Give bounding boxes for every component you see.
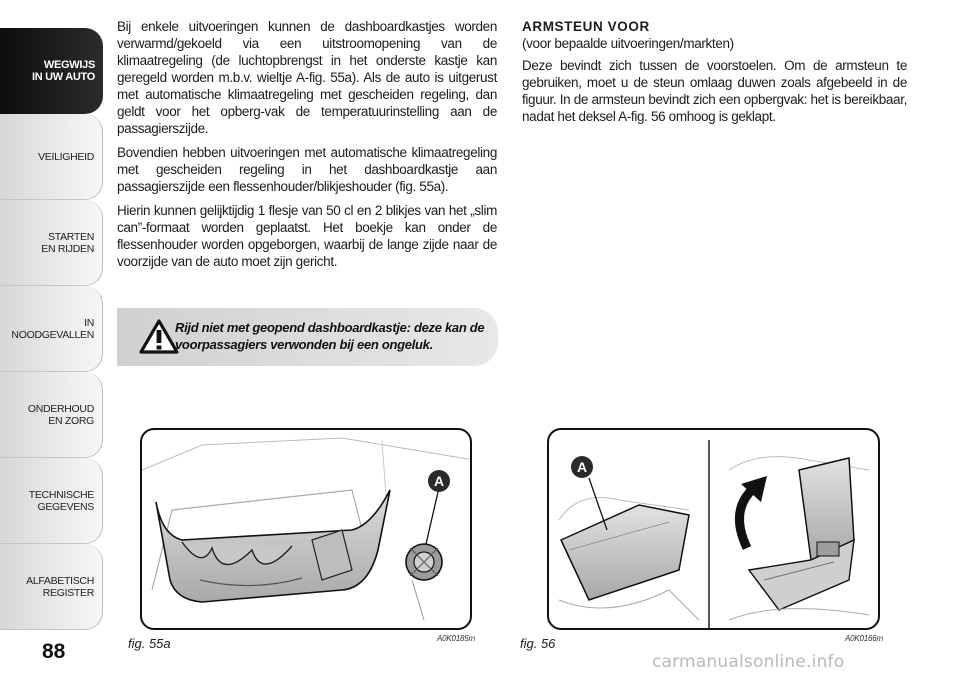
warning-triangle-icon — [139, 319, 179, 355]
warning-text: Rijd niet met geopend dashboardkastje: deze kan de voorpassagiers verwonden bij een ongeluk. — [175, 320, 485, 352]
figure-code: A0K0166m — [845, 634, 883, 643]
paragraph: Bovendien hebben uitvoeringen met automatische klimaatregeling met gescheiden regeling in het dashboardkastje aan passagierszijde een flessenhouder/blikjeshouder (fig. 55a). — [117, 145, 497, 194]
figure-code: A0K0185m — [437, 634, 475, 643]
warning-box — [117, 308, 498, 366]
paragraph: Bij enkele uitvoeringen kunnen de dashboardkastjes worden verwarmd/gekoeld via een uitstroomopening van de klimaatregeling (de luchtopbrengst in het onderste kastje kan geregeld worden m.b.v. wieltje A-fig. 55a). Als de auto is uitgerust met automatische klimaatregeling met gescheiden regeling, dan geldt voor het opberg-vak de temperatuurinstelling aan de passagierszijde. — [117, 19, 497, 136]
tab-noodgevallen[interactable]: IN NOODGEVALLEN — [0, 286, 103, 372]
tab-alfabetisch[interactable]: ALFABETISCH REGISTER — [0, 544, 103, 630]
paragraph: Deze bevindt zich tussen de voorstoelen. Om de armsteun te gebruiken, moet u de steun omlaag duwen zoals afgebeeld in de figuur. In de armsteun bevindt zich een opbergvak: het is bereikbaar, nadat het deksel A-fig. 56 omhoog is geklapt. — [522, 58, 907, 124]
tab-technische[interactable]: TECHNISCHE GEGEVENS — [0, 458, 103, 544]
left-text-column — [117, 18, 497, 277]
section-subheading: (voor bepaalde uitvoeringen/markten) — [522, 36, 734, 51]
figure-caption: fig. 55a — [128, 636, 171, 651]
figure-56-armrest — [547, 428, 880, 630]
figure-55a-glovebox — [140, 428, 472, 630]
callout-a-label: A — [433, 473, 445, 489]
right-text-column — [522, 18, 907, 132]
figure-caption: fig. 56 — [520, 636, 556, 651]
tab-wegwijs[interactable]: WEGWIJS IN UW AUTO — [0, 28, 103, 114]
tab-starten[interactable]: STARTEN EN RIJDEN — [0, 200, 103, 286]
page-number: 88 — [42, 640, 66, 663]
curved-arrow-icon — [739, 488, 754, 548]
paragraph: Hierin kunnen gelijktijdig 1 flesje van 50 cl en 2 blikjes van het „slim can”-formaat worden geplaatst. Het boekje kan onder de flessenhouder worden opgeborgen, waarbij de lange zijde naar de voorzijde van de auto moet zijn gericht. — [117, 203, 497, 269]
watermark: carmanualsonline.info — [652, 652, 845, 672]
callout-a-label: A — [576, 459, 588, 475]
tab-onderhoud[interactable]: ONDERHOUD EN ZORG — [0, 372, 103, 458]
glovebox-illustration — [142, 430, 472, 630]
section-heading: ARMSTEUN VOOR — [522, 19, 650, 34]
armrest-illustration — [549, 430, 880, 630]
tab-veiligheid[interactable]: VEILIGHEID — [0, 114, 103, 200]
